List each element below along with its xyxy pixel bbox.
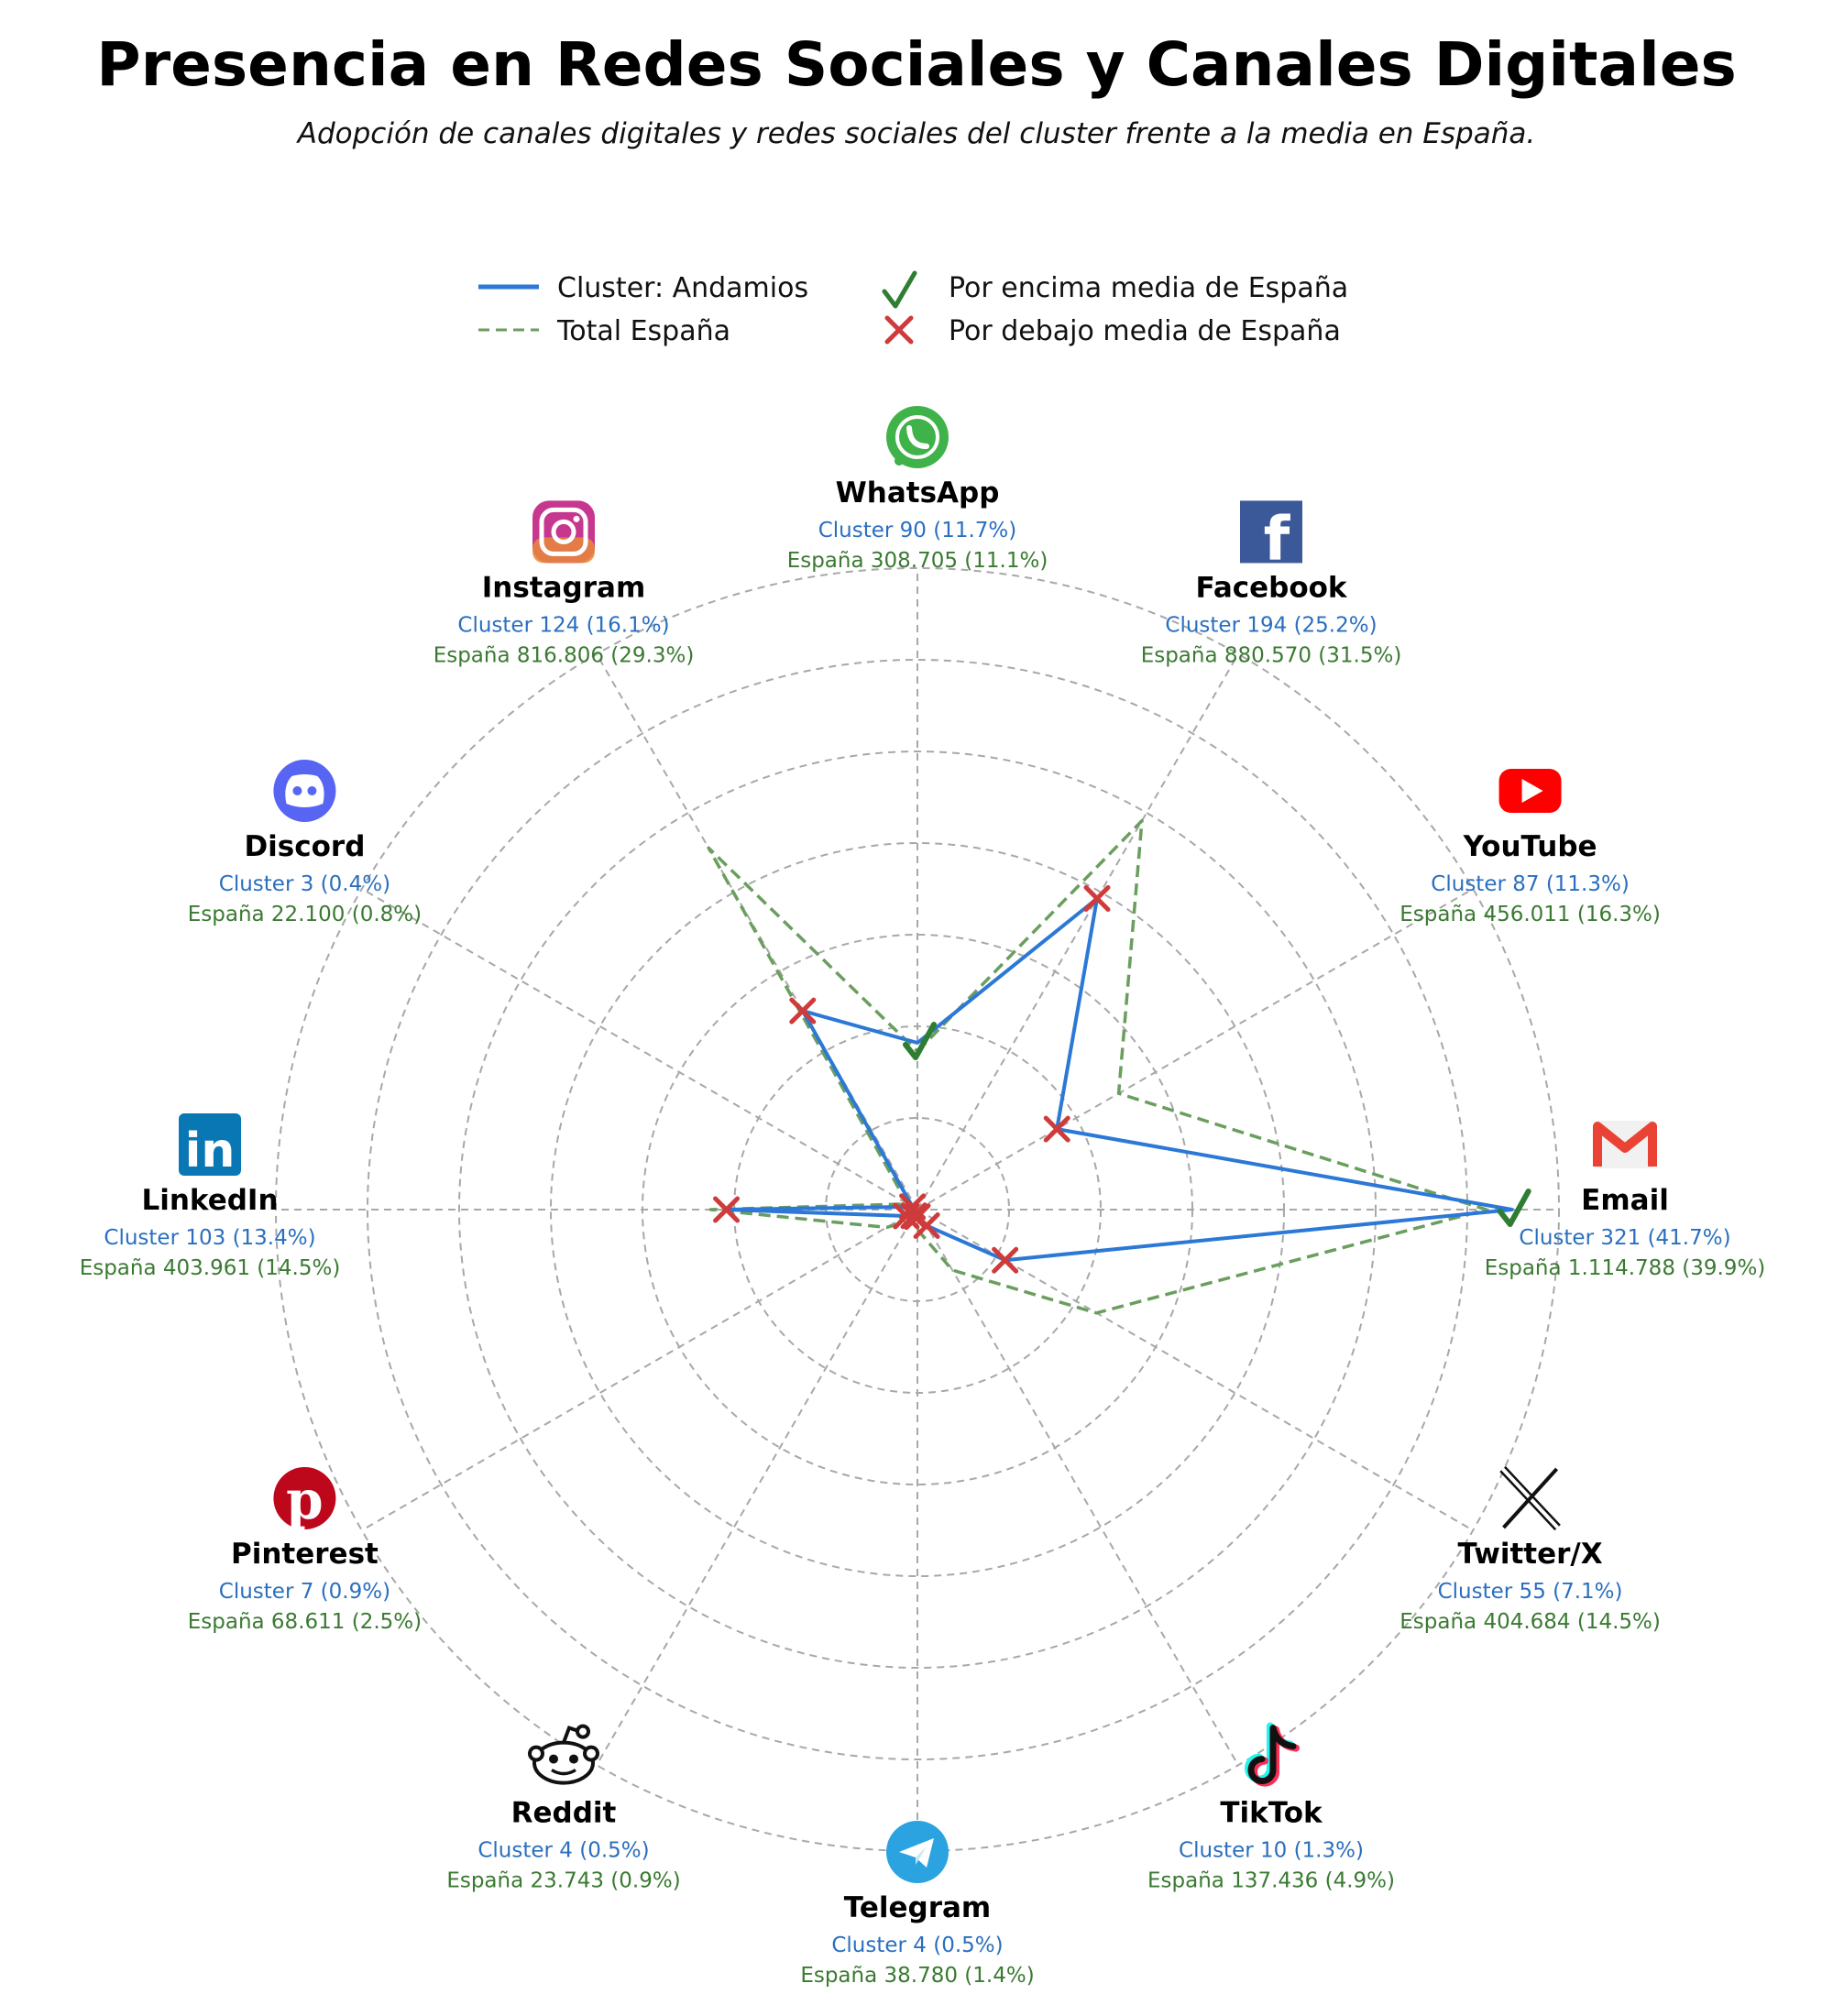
- category-spain-value: España 880.570 (31.5%): [1140, 643, 1402, 668]
- category-cluster-value: Cluster 87 (11.3%): [1431, 872, 1630, 896]
- category-name: WhatsApp: [835, 477, 1000, 509]
- legend-above-label: Por encima media de España: [949, 272, 1349, 304]
- x-icon: [1503, 1469, 1558, 1528]
- category-name: TikTok: [1220, 1796, 1323, 1830]
- category-discord: [188, 760, 422, 926]
- gmail-icon: [1594, 1121, 1656, 1168]
- category-linkedin: [80, 1113, 341, 1280]
- legend-cross-icon: [887, 318, 911, 342]
- grid-spoke-2: [917, 654, 1238, 1210]
- category-cluster-value: Cluster 4 (0.5%): [477, 1838, 650, 1863]
- pinterest-icon: [273, 1467, 335, 1531]
- category-cluster-value: Cluster 55 (7.1%): [1437, 1580, 1623, 1604]
- category-name: Reddit: [510, 1796, 617, 1830]
- category-name: Telegram: [843, 1891, 992, 1924]
- category-spain-value: España 1.114.788 (39.9%): [1484, 1256, 1766, 1280]
- category-instagram: [434, 500, 695, 667]
- whatsapp-icon: [886, 406, 949, 468]
- category-spain-value: España 23.743 (0.9%): [446, 1868, 681, 1893]
- category-spain-value: España 38.780 (1.4%): [800, 1964, 1035, 1988]
- category-spain-value: España 816.806 (29.3%): [433, 643, 695, 668]
- category-cluster-value: Cluster 194 (25.2%): [1165, 613, 1377, 638]
- category-twitter-x: [1399, 1469, 1661, 1634]
- grid-spoke-3: [917, 889, 1473, 1210]
- svg-text:in: in: [184, 1123, 236, 1178]
- grid-spoke-9: [362, 1210, 917, 1530]
- category-tiktok: [1147, 1726, 1395, 1893]
- grid-spoke-8: [597, 1210, 917, 1765]
- legend-below-label: Por debajo media de España: [949, 315, 1341, 347]
- category-cluster-value: Cluster 3 (0.4%): [218, 872, 391, 896]
- category-reddit: [446, 1726, 680, 1893]
- category-spain-value: España 456.011 (16.3%): [1399, 903, 1661, 926]
- svg-text:f: f: [1263, 503, 1290, 575]
- category-cluster-value: Cluster 124 (16.1%): [457, 613, 670, 638]
- category-name: Discord: [244, 830, 366, 863]
- category-spain-value: España 308.705 (11.1%): [786, 549, 1048, 573]
- category-name: YouTube: [1463, 830, 1597, 863]
- category-cluster-value: Cluster 10 (1.3%): [1179, 1838, 1364, 1863]
- reddit-icon: [530, 1726, 598, 1783]
- category-cluster-value: Cluster 321 (41.7%): [1519, 1226, 1731, 1250]
- legend-check-icon: [884, 273, 915, 306]
- legend-spain-label: Total España: [557, 315, 731, 347]
- category-name: Facebook: [1195, 571, 1347, 605]
- category-name: Email: [1581, 1184, 1669, 1217]
- youtube-icon: [1499, 769, 1562, 813]
- category-cluster-value: Cluster 7 (0.9%): [218, 1580, 391, 1604]
- category-name: Pinterest: [231, 1538, 379, 1571]
- discord-icon: [273, 760, 335, 822]
- chart-subtitle: Adopción de canales digitales y redes sociales del cluster frente a la media en España.: [297, 117, 1536, 150]
- legend: [478, 272, 1348, 347]
- telegram-icon: [886, 1821, 949, 1883]
- category-name: Instagram: [481, 571, 646, 605]
- svg-text:p: p: [286, 1469, 324, 1531]
- grid-spoke-11: [362, 889, 917, 1210]
- instagram-icon: [532, 500, 595, 563]
- radar-series: [708, 821, 1512, 1313]
- legend-cluster-label: Cluster: Andamios: [557, 272, 809, 304]
- tiktok-icon: [1248, 1726, 1296, 1783]
- category-pinterest: [188, 1467, 422, 1634]
- category-name: LinkedIn: [141, 1184, 279, 1217]
- category-spain-value: España 403.961 (14.5%): [79, 1256, 341, 1280]
- category-spain-value: España 22.100 (0.8%): [187, 903, 423, 926]
- grid-spoke-6: [917, 1210, 1238, 1765]
- linkedin-icon: [179, 1113, 241, 1178]
- category-cluster-value: Cluster 90 (11.7%): [818, 519, 1017, 542]
- category-facebook: [1141, 500, 1402, 667]
- category-youtube: [1399, 769, 1661, 926]
- category-whatsapp: [787, 406, 1048, 573]
- category-cluster-value: Cluster 4 (0.5%): [831, 1934, 1004, 1957]
- category-spain-value: España 68.611 (2.5%): [187, 1610, 423, 1634]
- category-spain-value: España 137.436 (4.9%): [1147, 1868, 1395, 1893]
- facebook-icon: [1240, 500, 1302, 574]
- category-email: [1485, 1121, 1766, 1280]
- category-cluster-value: Cluster 103 (13.4%): [104, 1226, 316, 1250]
- chart-title: Presencia en Redes Sociales y Canales Digitales: [96, 29, 1737, 100]
- category-name: Twitter/X: [1457, 1538, 1603, 1571]
- category-spain-value: España 404.684 (14.5%): [1399, 1610, 1661, 1634]
